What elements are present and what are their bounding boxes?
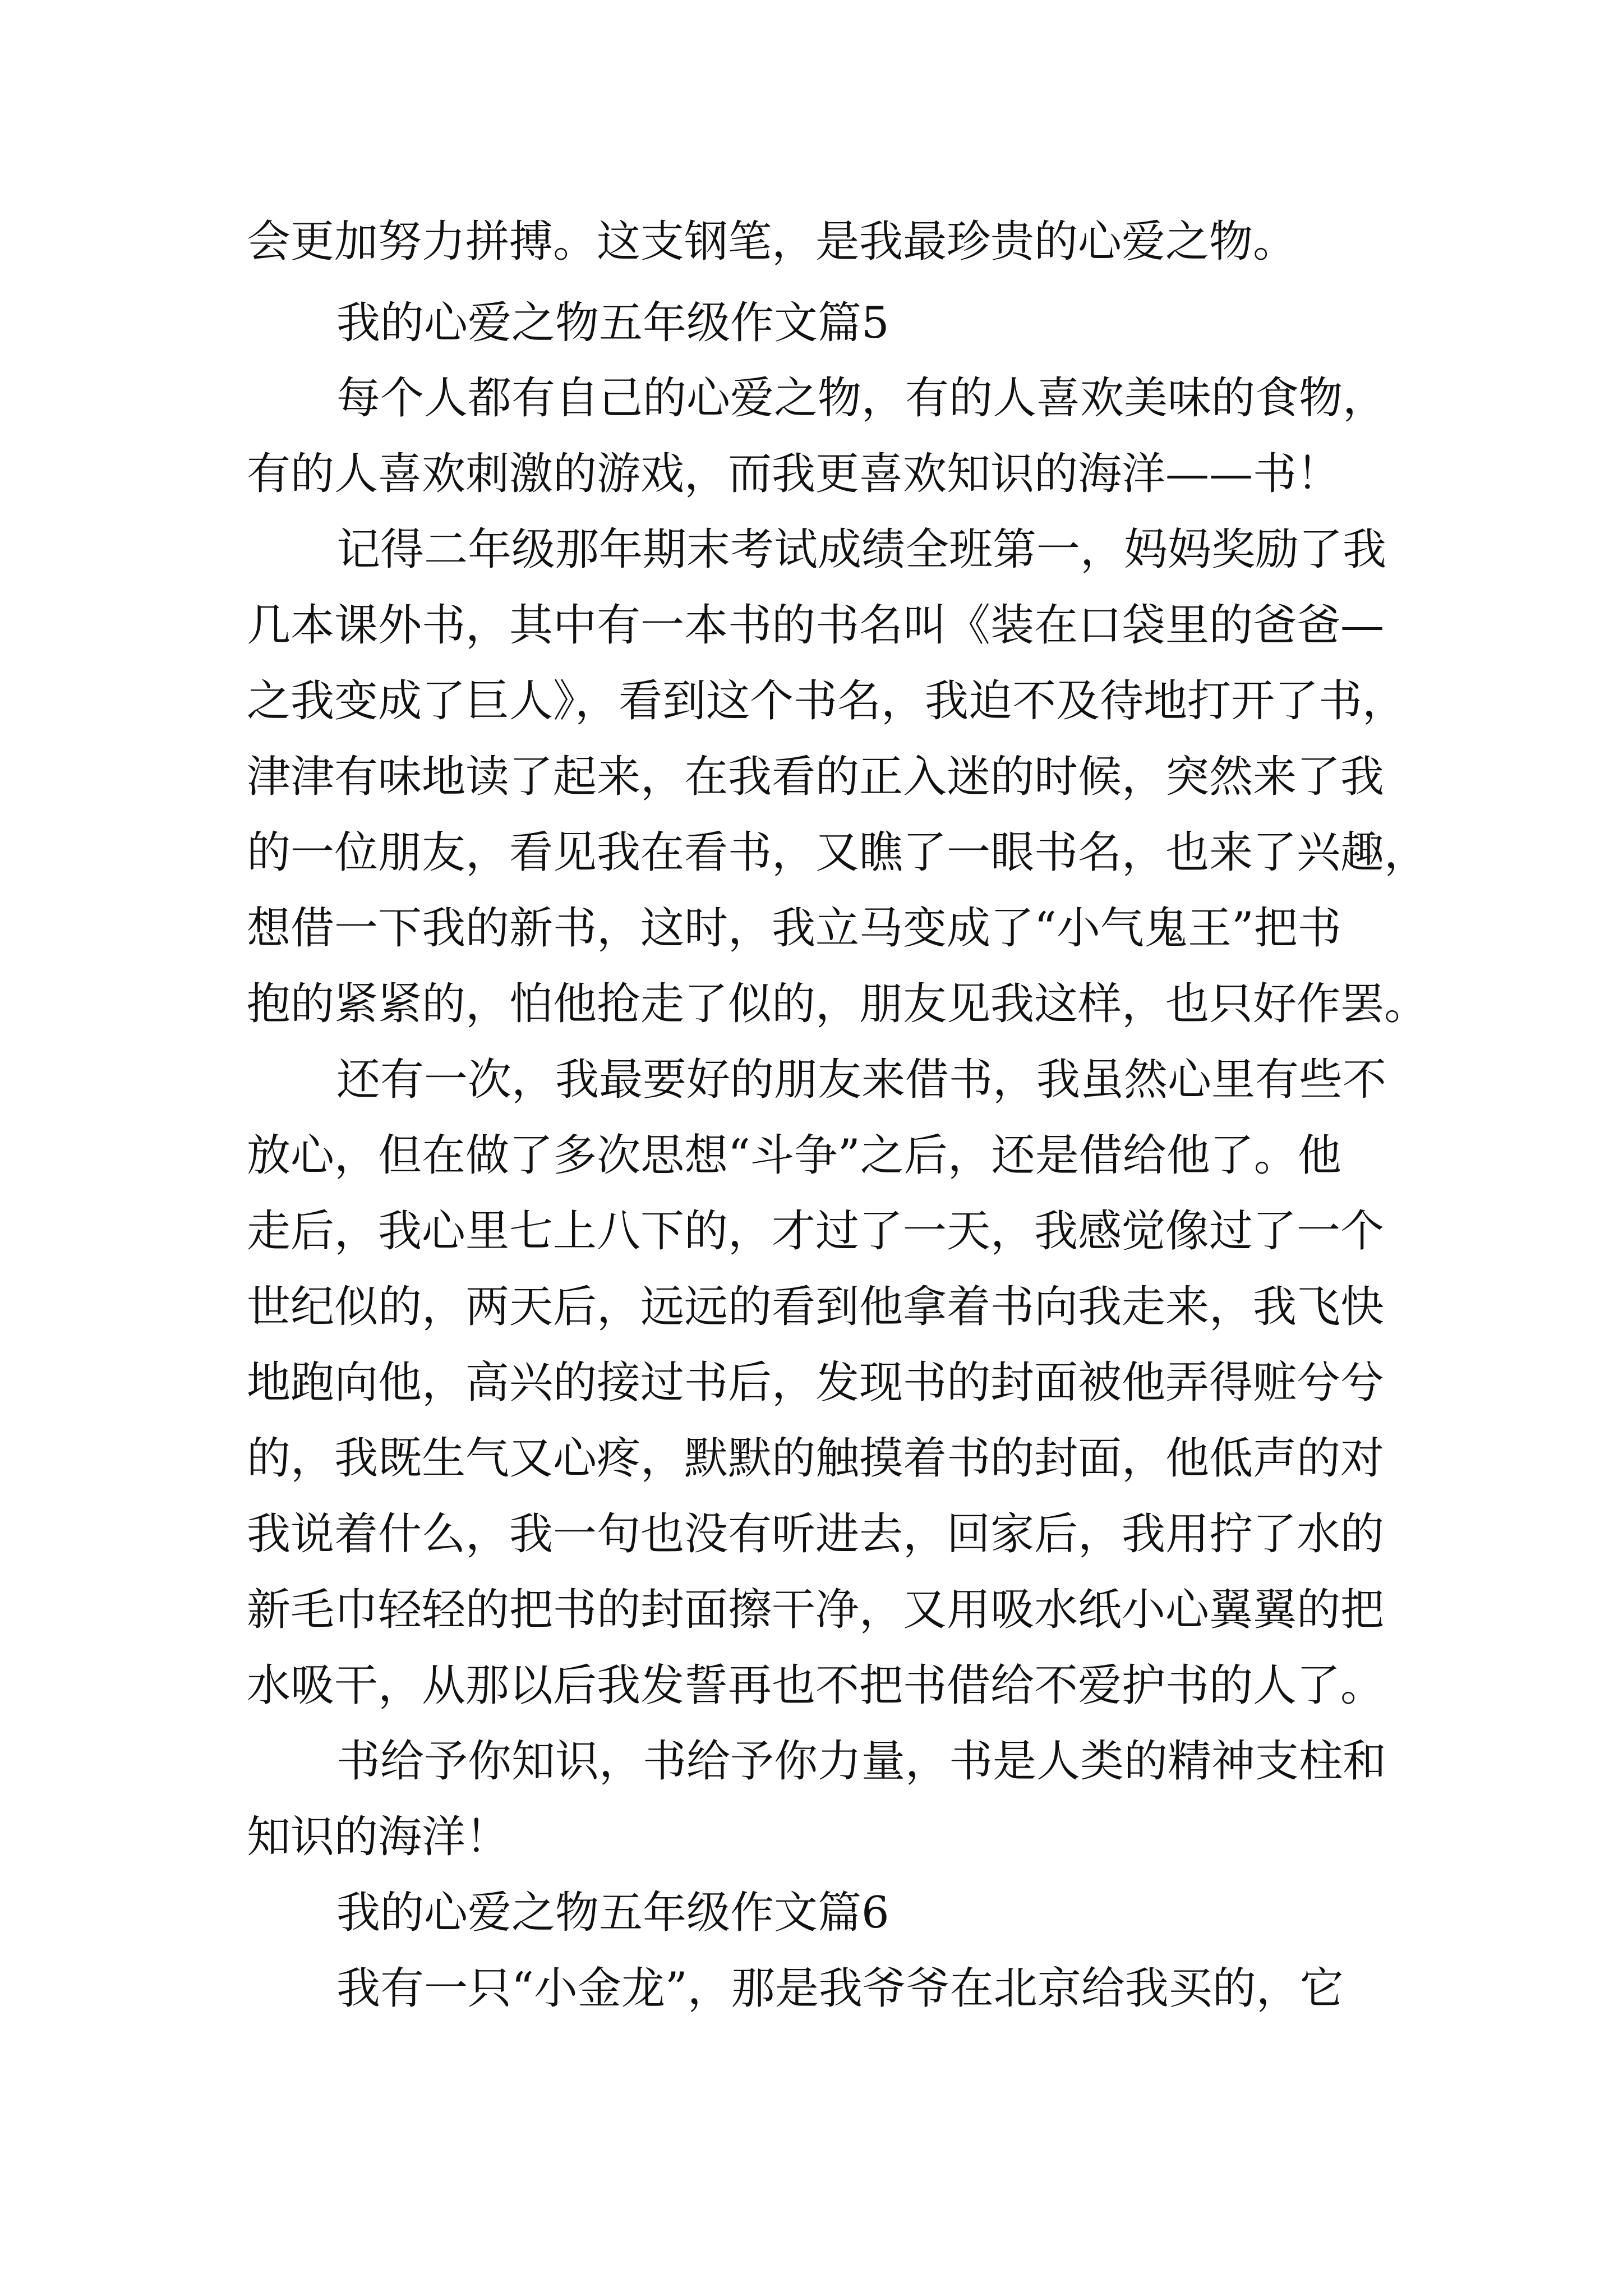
text-line: 之我变成了巨人》，看到这个书名，我迫不及待地打开了书， [247,676,1407,726]
text-line: 我有一只“小金龙”，那是我爷爷在北京给我买的，它 [336,1963,1344,2014]
text-line: 知识的海洋！ [247,1812,510,1862]
text-line: 抱的紧紧的，怕他抢走了似的，朋友见我这样，也只好作罢。 [247,979,1428,1029]
text-line: 的一位朋友，看见我在看书，又瞧了一眼书名，也来了兴趣， [247,827,1428,878]
text-line: 世纪似的，两天后，远远的看到他拿着书向我走来，我飞快 [247,1282,1385,1332]
text-line: 想借一下我的新书，这时，我立马变成了“小气鬼王”把书 [247,903,1341,954]
text-line: 几本课外书，其中有一本书的书名叫《装在口袋里的爸爸— [247,600,1385,651]
text-line: 放心，但在做了多次思想“斗争”之后，还是借给他了。他 [247,1130,1341,1181]
text-line: 地跑向他，高兴的接过书后，发现书的封面被他弄得赃兮兮 [247,1358,1385,1408]
text-line: 我说着什么，我一句也没有听进去，回家后，我用拧了水的 [247,1509,1385,1559]
text-line: 的，我既生气又心疼，默默的触摸着书的封面，他低声的对 [247,1433,1385,1484]
text-line: 书给予你知识，书给予你力量，书是人类的精神支柱和 [336,1736,1387,1787]
text-line: 水吸干，从那以后我发誓再也不把书借给不爱护书的人了。 [247,1660,1385,1711]
text-line: 津津有味地读了起来，在我看的正入迷的时候，突然来了我 [247,752,1385,802]
text-line-closing-previous: 会更加努力拼搏。这支钢笔，是我最珍贵的心爱之物。 [247,217,1297,267]
text-line: 新毛巾轻轻的把书的封面擦干净，又用吸水纸小心翼翼的把 [247,1585,1385,1635]
text-line: 还有一次，我最要好的朋友来借书，我虽然心里有些不 [336,1055,1387,1105]
section-heading-5: 我的心爱之物五年级作文篇5 [336,298,889,348]
text-line: 走后，我心里七上八下的，才过了一天，我感觉像过了一个 [247,1206,1385,1257]
text-line: 每个人都有自己的心爱之物，有的人喜欢美味的食物， [336,373,1387,424]
text-line: 有的人喜欢刺激的游戏，而我更喜欢知识的海洋——书！ [247,449,1341,499]
section-heading-6: 我的心爱之物五年级作文篇6 [336,1888,889,1938]
text-line: 记得二年级那年期末考试成绩全班第一，妈妈奖励了我 [336,524,1387,575]
